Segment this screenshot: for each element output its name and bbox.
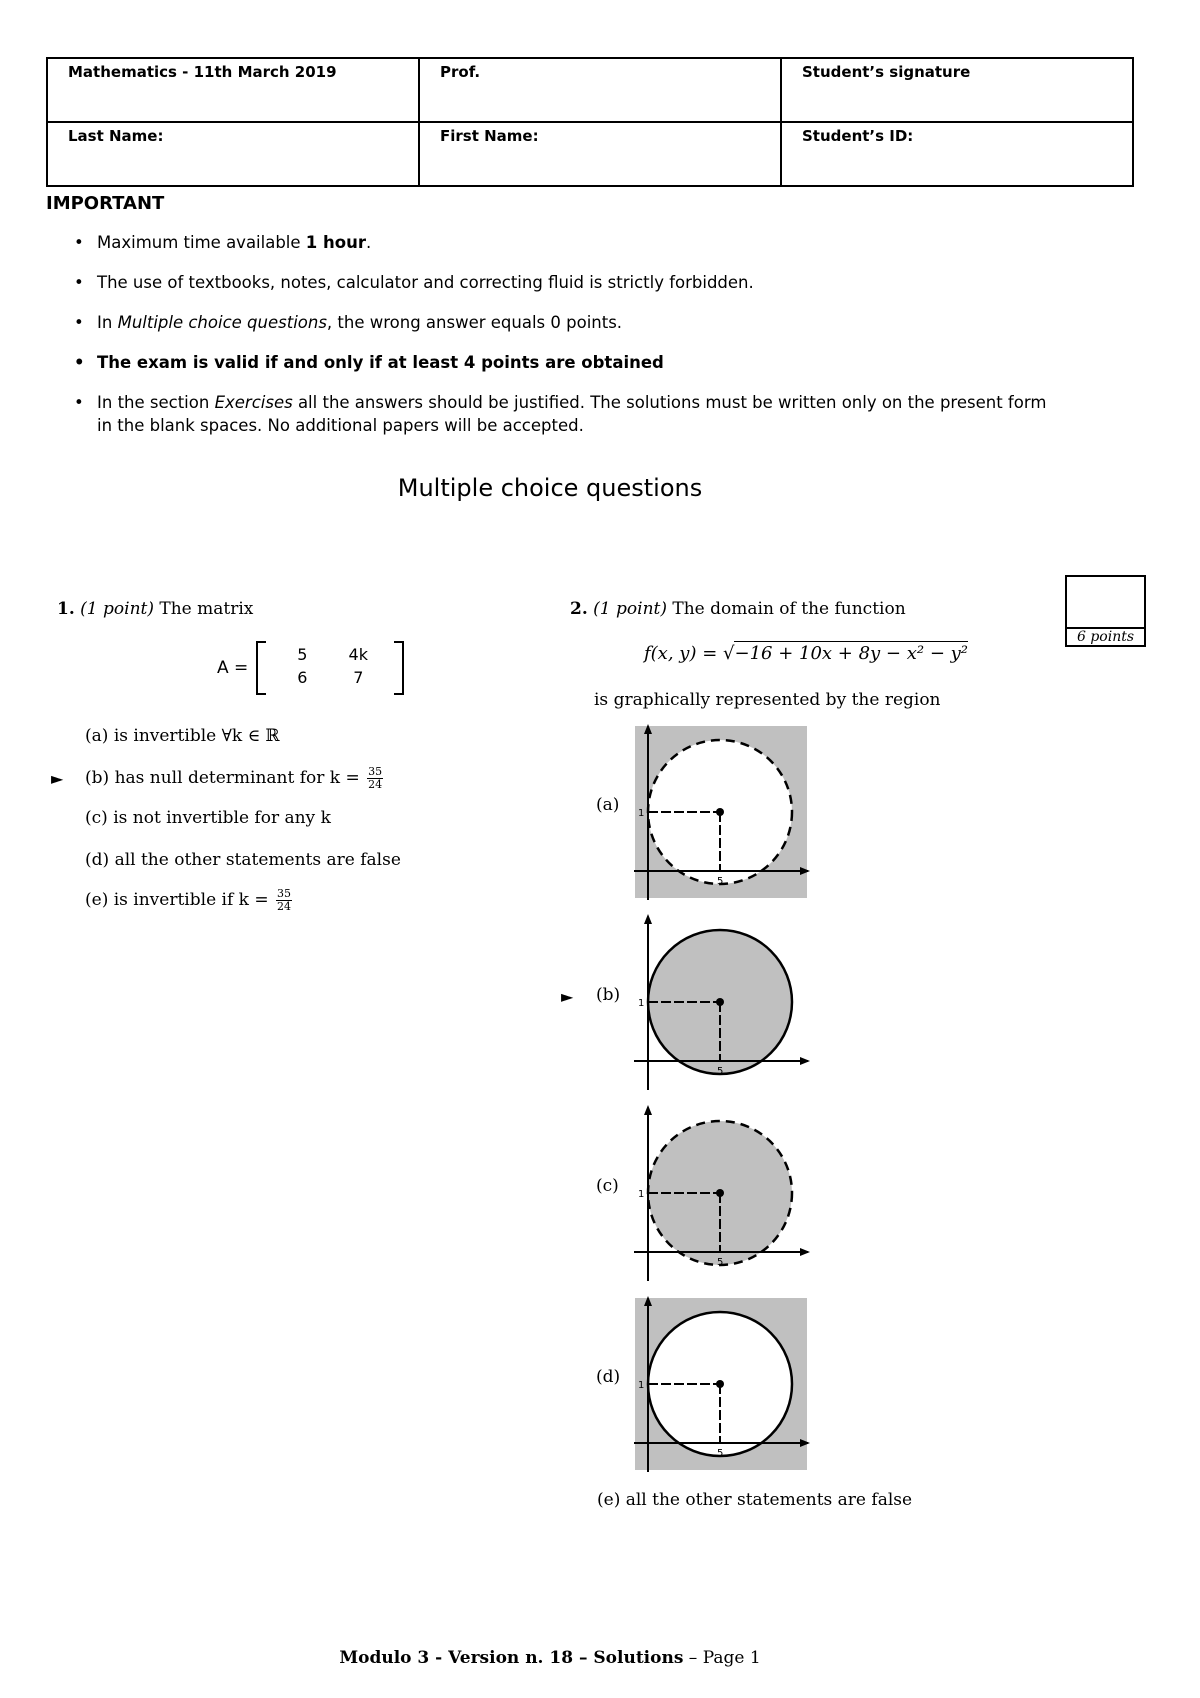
question-1-heading: 1. (1 point) The matrix: [57, 599, 254, 619]
x-tick-label: 5: [717, 1066, 724, 1077]
matrix-entry: 4k: [348, 645, 368, 664]
rule-item: • In the section Exercises all the answers should be justified. The solutions must be written only on the present form in the blank spaces. No additional papers will be accepted.: [74, 393, 1047, 435]
rule-item: • The exam is valid if and only if at least 4 points are obtained: [74, 353, 664, 372]
professor-cell: Prof.: [419, 58, 781, 122]
question-2-heading: 2. (1 point) The domain of the function: [570, 599, 906, 619]
sqrt-icon: √: [723, 643, 735, 664]
rule-item: • Maximum time available 1 hour.: [74, 233, 372, 252]
x-tick-label: 5: [717, 1257, 724, 1268]
q2-option-d-label[interactable]: (d): [596, 1367, 621, 1387]
important-heading: IMPORTANT: [46, 193, 165, 214]
matrix-entries: [266, 645, 394, 691]
matrix-entry: 7: [353, 668, 364, 687]
q2-option-b-label[interactable]: (b): [596, 985, 621, 1005]
y-axis-arrow-icon: [644, 914, 652, 924]
selected-answer-marker-icon: ►: [561, 987, 574, 1006]
y-tick-label: 1: [638, 1189, 645, 1200]
x-axis-arrow-icon: [800, 1248, 810, 1256]
q2-option-e[interactable]: (e) all the other statements are false: [597, 1490, 913, 1510]
student-id-cell: Student’s ID:: [781, 122, 1133, 186]
center-point: [716, 998, 724, 1006]
q1-option-d[interactable]: (d) all the other statements are false: [85, 850, 401, 870]
first-name-cell: First Name:: [419, 122, 781, 186]
function-formula: f(x, y) = √−16 + 10x + 8y − x² − y²: [644, 643, 969, 664]
points-box: [1065, 575, 1146, 647]
y-tick-label: 1: [638, 808, 645, 819]
exam-header-table: [46, 57, 1134, 187]
bullet-icon: •: [74, 273, 84, 292]
page-footer: Modulo 3 - Version n. 18 – Solutions – Page 1: [339, 1648, 761, 1668]
matrix-a: [217, 641, 404, 695]
q1-option-e[interactable]: (e) is invertible if k = $\frac{35}{24}$: [85, 887, 292, 913]
radicand: −16 + 10x + 8y − x² − y²: [734, 643, 969, 664]
rule-item: • In Multiple choice questions, the wrong answer equals 0 points.: [74, 313, 623, 332]
q2-option-c-label[interactable]: (c): [596, 1176, 619, 1196]
signature-cell: Student’s signature: [781, 58, 1133, 122]
bullet-icon: •: [74, 233, 84, 252]
y-axis-arrow-icon: [644, 1105, 652, 1115]
y-tick-label: 1: [638, 1380, 645, 1391]
region-plot-c[interactable]: [630, 1105, 810, 1285]
matrix-label: A =: [217, 658, 249, 678]
right-bracket: [394, 641, 404, 695]
center-point: [716, 1380, 724, 1388]
region-plot-b[interactable]: [630, 914, 810, 1094]
fraction: $\frac{35}{24}$: [368, 765, 383, 791]
region-plot-a[interactable]: [630, 724, 810, 904]
x-axis-arrow-icon: [800, 1057, 810, 1065]
section-title: Multiple choice questions: [397, 474, 703, 502]
region-plot-d[interactable]: [630, 1296, 810, 1476]
x-tick-label: 5: [717, 876, 724, 887]
rules-list: [64, 231, 1064, 454]
exam-title-cell: Mathematics - 11th March 2019: [47, 58, 419, 122]
bullet-icon: •: [74, 393, 84, 412]
center-point: [716, 808, 724, 816]
rule-item: • The use of textbooks, notes, calculator and correcting fluid is strictly forbidden.: [74, 273, 754, 292]
fraction: $\frac{35}{24}$: [277, 887, 292, 913]
y-tick-label: 1: [638, 998, 645, 1009]
q1-option-c[interactable]: (c) is not invertible for any k: [85, 808, 331, 828]
question-2-caption: is graphically represented by the region: [594, 690, 941, 710]
matrix-entry: 5: [297, 645, 308, 664]
left-bracket: [256, 641, 266, 695]
selected-answer-marker-icon: ►: [51, 769, 64, 788]
q1-option-a[interactable]: (a) is invertible ∀k ∈ ℝ: [85, 726, 280, 746]
points-label: 6 points: [1076, 629, 1135, 645]
x-tick-label: 5: [717, 1448, 724, 1459]
center-point: [716, 1189, 724, 1197]
q2-option-a-label[interactable]: (a): [596, 795, 620, 815]
bullet-icon: •: [74, 313, 84, 332]
bullet-icon: •: [74, 353, 85, 372]
matrix-entry: 6: [297, 668, 308, 687]
last-name-cell: Last Name:: [47, 122, 419, 186]
q1-option-b[interactable]: (b) has null determinant for k = $\frac{35}{24}$: [85, 765, 383, 791]
